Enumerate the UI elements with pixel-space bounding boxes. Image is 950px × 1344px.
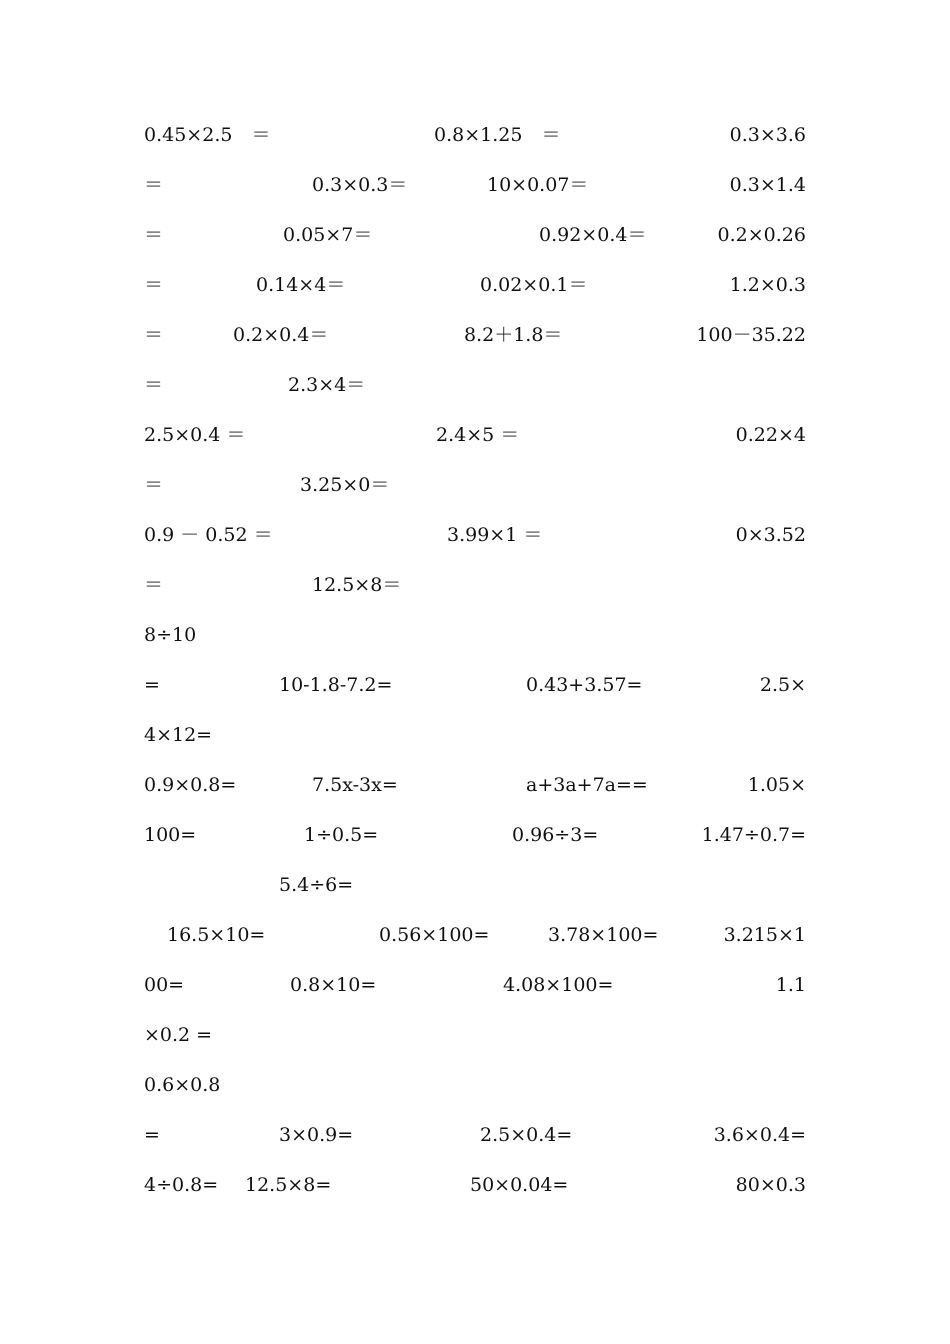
worksheet-line <box>0 820 950 850</box>
math-problem: 00= <box>144 974 185 996</box>
math-problem: = <box>144 1124 160 1146</box>
math-problem: 3×0.9= <box>279 1124 354 1146</box>
worksheet-line <box>0 1070 950 1100</box>
worksheet-line <box>0 120 950 150</box>
math-problem: 12.5×8= <box>245 1174 332 1196</box>
worksheet-line <box>0 1170 950 1200</box>
math-problem: 3.25×0＝ <box>300 474 390 496</box>
math-problem: ＝ <box>144 374 164 396</box>
math-problem: 10×0.07＝ <box>487 174 589 196</box>
worksheet-line <box>0 770 950 800</box>
math-problem: 0.9×0.8= <box>144 774 237 796</box>
math-problem: 1÷0.5= <box>304 824 379 846</box>
math-problem: ＝ <box>144 224 164 246</box>
math-problem: 3.99×1 ＝ <box>447 524 543 546</box>
math-problem: ＝ <box>144 574 164 596</box>
worksheet-line <box>0 970 950 1000</box>
math-problem: 2.4×5 ＝ <box>436 424 520 446</box>
math-problem: ＝ <box>144 324 164 346</box>
worksheet-line <box>0 620 950 650</box>
math-problem: 0.43+3.57= <box>526 674 643 696</box>
worksheet-line <box>0 420 950 450</box>
math-problem: = <box>144 674 160 696</box>
worksheet-line <box>0 870 950 900</box>
math-problem: 3.215×1 <box>723 924 806 946</box>
math-problem: 0.9 － 0.52 ＝ <box>144 524 273 546</box>
math-problem: 0.3×0.3＝ <box>312 174 408 196</box>
math-problem: 8÷10 <box>144 624 197 646</box>
math-problem: 0.45×2.5 ＝ <box>144 124 271 146</box>
math-problem: 1.1 <box>775 974 806 996</box>
math-problem: 0.3×3.6 <box>729 124 806 146</box>
math-problem: 4×12= <box>144 724 213 746</box>
worksheet-line <box>0 670 950 700</box>
math-problem: 3.6×0.4= <box>713 1124 806 1146</box>
math-problem: 8.2＋1.8＝ <box>464 324 563 346</box>
math-problem: ＝ <box>144 274 164 296</box>
math-problem: 2.5×0.4= <box>480 1124 573 1146</box>
math-problem: 80×0.3 <box>735 1174 806 1196</box>
math-problem: 0.14×4＝ <box>256 274 346 296</box>
math-problem: 0.92×0.4＝ <box>539 224 647 246</box>
math-problem: 4÷0.8= <box>144 1174 219 1196</box>
math-problem: 0.05×7＝ <box>283 224 373 246</box>
worksheet-line <box>0 270 950 300</box>
math-problem: 1.47÷0.7= <box>701 824 806 846</box>
math-problem: 0.2×0.26 <box>717 224 806 246</box>
worksheet-line <box>0 220 950 250</box>
worksheet-line <box>0 1020 950 1050</box>
math-problem: 0.8×10= <box>290 974 377 996</box>
math-problem: 0.3×1.4 <box>729 174 806 196</box>
math-problem: 100= <box>144 824 197 846</box>
math-problem: 0.6×0.8 <box>144 1074 221 1096</box>
math-problem: 3.78×100= <box>548 924 659 946</box>
worksheet-line <box>0 920 950 950</box>
math-problem: 12.5×8＝ <box>312 574 402 596</box>
math-problem: 0.56×100= <box>379 924 490 946</box>
math-problem: 2.5×0.4 ＝ <box>144 424 246 446</box>
math-problem: 0.22×4 <box>735 424 806 446</box>
worksheet-line <box>0 470 950 500</box>
math-problem: 100－35.22 <box>696 324 806 346</box>
math-problem: 0×3.52 <box>735 524 806 546</box>
worksheet-line <box>0 170 950 200</box>
math-problem: 0.96÷3= <box>512 824 599 846</box>
math-problem: 7.5x-3x= <box>312 774 398 796</box>
math-problem: 5.4÷6= <box>279 874 354 896</box>
math-problem: ＝ <box>144 474 164 496</box>
math-problem: 2.3×4＝ <box>288 374 366 396</box>
math-problem: 0.8×1.25 ＝ <box>434 124 561 146</box>
worksheet-line <box>0 1120 950 1150</box>
math-problem: 16.5×10= <box>167 924 266 946</box>
math-problem: 1.2×0.3 <box>729 274 806 296</box>
math-problem: 4.08×100= <box>503 974 614 996</box>
math-problem: 0.02×0.1＝ <box>480 274 588 296</box>
math-problem: 0.2×0.4＝ <box>233 324 329 346</box>
worksheet-line <box>0 320 950 350</box>
math-problem: a+3a+7a== <box>526 774 648 796</box>
math-problem: 1.05× <box>747 774 806 796</box>
math-problem: 10-1.8-7.2= <box>279 674 393 696</box>
worksheet-line <box>0 570 950 600</box>
worksheet-line <box>0 720 950 750</box>
worksheet-line <box>0 370 950 400</box>
math-problem: 50×0.04= <box>470 1174 569 1196</box>
worksheet-line <box>0 520 950 550</box>
math-problem: 2.5× <box>759 674 806 696</box>
math-problem: ＝ <box>144 174 164 196</box>
math-problem: ×0.2 = <box>144 1024 213 1046</box>
